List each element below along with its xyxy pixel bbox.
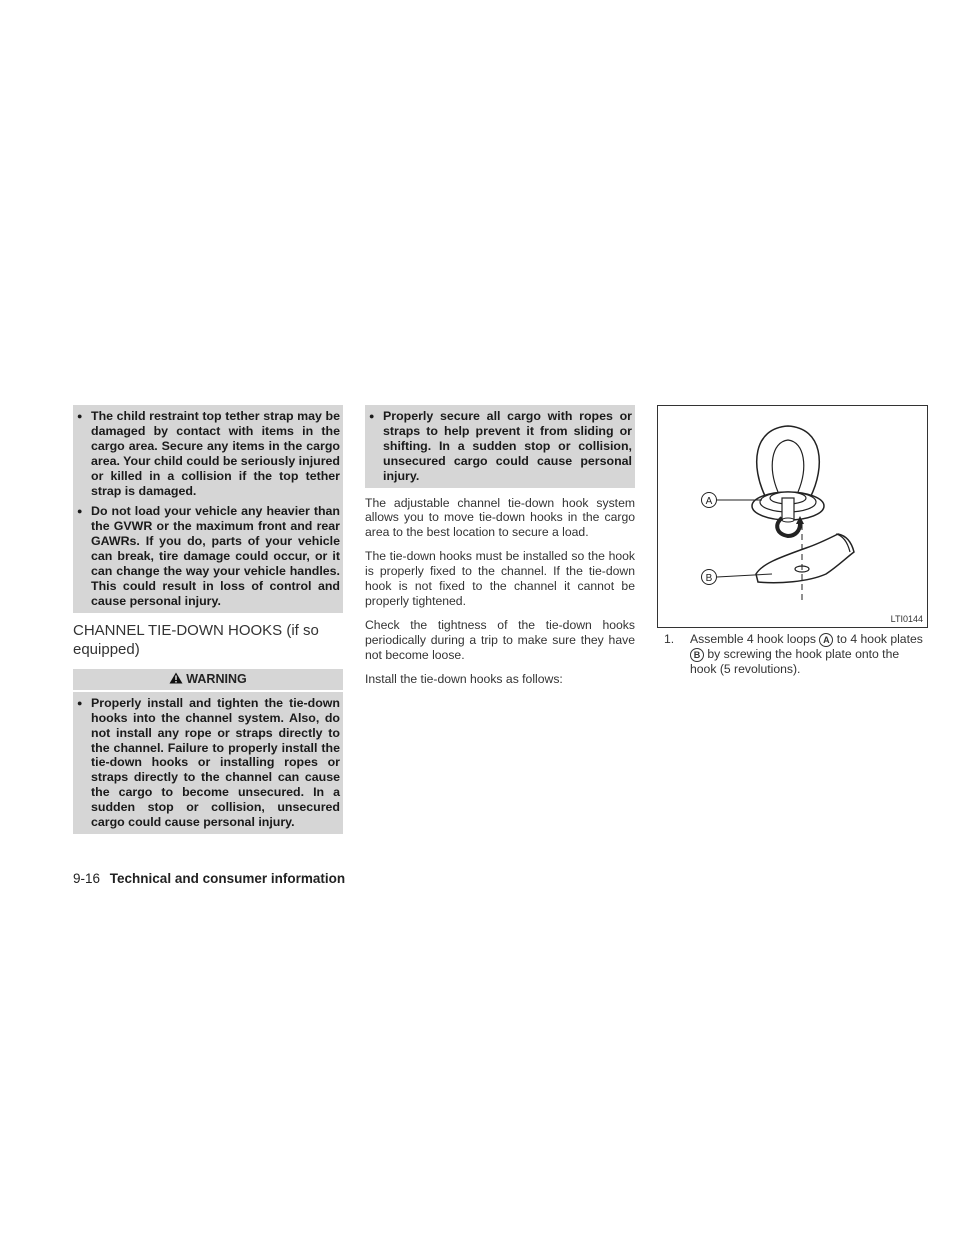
middle-column [365,405,635,696]
caution-bullet: ● Properly secure all cargo with ropes or straps to help prevent it from sliding or shifting. In a sudden stop or collision, unsecured cargo could cause personal injury. [369,409,632,484]
instruction-step [664,632,927,676]
paragraph: Check the tightness of the tie-down hooks periodically during a trip to make sure they have not become loose. [365,617,635,662]
label-b-badge: B [690,648,704,662]
hook-illustration [657,405,928,628]
caution-list [73,405,343,613]
left-column [73,405,343,834]
page-footer [73,871,345,886]
step-text-part: Assemble 4 hook loops [690,632,820,646]
step-text-part: by screwing the hook plate onto the hook (5 revolutions). [690,646,900,676]
section-name: Technical and consumer information [109,871,346,886]
warning-bullet: ● Properly install and tighten the tie-down hooks into the channel system. Also, do not install any rope or straps directly to the channel. Failure to properly install the tie-down hooks or installing ropes or straps directly to the channel can cause the cargo to become unsecured. In a sudden stop or collision, unsecured cargo could cause personal injury. [77,696,340,830]
step-text [690,632,927,676]
warning-box [73,692,343,834]
step-number: 1. [664,632,675,646]
warning-label: WARNING [186,672,247,687]
warning-list [73,692,343,834]
label-b: B [705,573,713,584]
caution-list-middle [365,405,635,488]
caution-box [73,405,343,613]
paragraph: Install the tie-down hooks as follows: [365,671,563,686]
caution-bullet: ● Do not load your vehicle any heavier than the GVWR or the maximum front and rear GAWRs. If you do, parts of your vehicle can break, tire damage could occur, or it can change the way your vehicle handles. This could result in loss of control and cause personal injury. [77,504,340,608]
paragraph: The adjustable channel tie-down hook system allows you to move tie-down hooks in the cargo area to the best location to secure a load. [365,495,635,540]
caution-bullet: ● The child restraint top tether strap may be damaged by contact with items in the cargo area. Secure any items in the cargo area. Your child could be seriously injured or killed in a collision if the top tether strap is damaged. [77,409,340,498]
warning-header [73,669,343,690]
caution-box-middle [365,405,635,488]
label-a: A [705,496,713,507]
section-title-main: CHANNEL TIE-DOWN HOOKS [73,621,283,639]
tie-down-hook-drawing [658,406,927,627]
warning-triangle-icon [169,672,183,687]
section-title-suffix: (if so equipped) [73,621,319,658]
step-item [664,632,927,676]
section-title [73,621,343,659]
figure-id: LTI0144 [890,614,923,624]
paragraph: The tie-down hooks must be installed so the hook is properly fixed to the channel. If the tie-down hook is not fixed to the channel it cannot be properly tightened. [365,549,635,608]
step-text-part: to 4 hook plates [833,632,923,646]
page-number: 9-16 [73,871,101,886]
label-a-badge: A [819,633,833,647]
